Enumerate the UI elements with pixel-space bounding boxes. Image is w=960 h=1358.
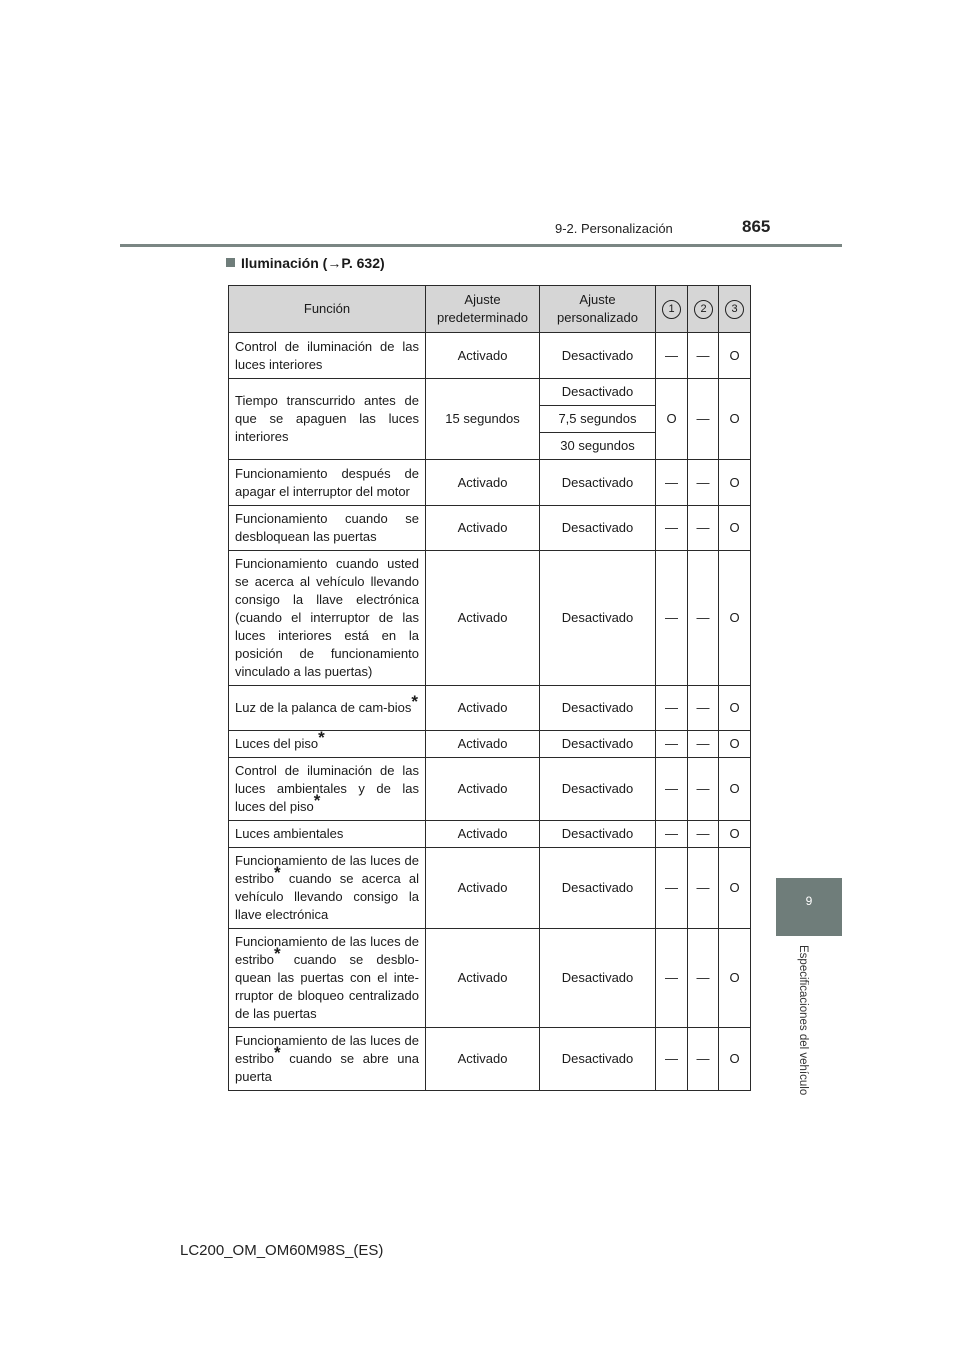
mark-cell-3: O bbox=[719, 1028, 751, 1091]
default-cell: Activado bbox=[426, 551, 540, 686]
mark-cell-2: — bbox=[688, 551, 719, 686]
default-cell: Activado bbox=[426, 506, 540, 551]
footnote-star: * bbox=[274, 944, 281, 963]
default-cell: Activado bbox=[426, 333, 540, 379]
default-cell: Activado bbox=[426, 821, 540, 848]
custom-cell: Desactivado bbox=[540, 506, 656, 551]
function-cell: Funcionamiento cuando se desbloquean las puertas bbox=[229, 506, 426, 551]
custom-cell: Desactivado bbox=[540, 460, 656, 506]
table-row bbox=[229, 731, 751, 758]
function-cell: Funcionamiento de las luces de estribo* cuando se abre una puerta bbox=[229, 1028, 426, 1091]
function-cell: Funcionamiento de las luces de estribo* cuando se desblo-quean las puertas con el inte-rruptor de bloqueo centralizado de las puertas bbox=[229, 929, 426, 1028]
footnote-star: * bbox=[318, 728, 325, 747]
custom-cell: 30 segundos bbox=[540, 433, 656, 460]
page-number: 865 bbox=[742, 217, 771, 236]
customization-table bbox=[228, 285, 751, 1091]
col-header-3 bbox=[719, 286, 751, 333]
mark-cell-3: O bbox=[719, 758, 751, 821]
custom-cell: Desactivado bbox=[540, 848, 656, 929]
custom-cell: Desactivado bbox=[540, 758, 656, 821]
function-cell: Control de iluminación de las luces ambientales y de las luces del piso* bbox=[229, 758, 426, 821]
mark-cell-2: — bbox=[688, 379, 719, 460]
table-row bbox=[229, 1028, 751, 1091]
mark-cell-1: — bbox=[656, 686, 688, 731]
footnote-star: * bbox=[411, 692, 418, 711]
mark-cell-3: O bbox=[719, 333, 751, 379]
mark-cell-3: O bbox=[719, 460, 751, 506]
mark-cell-1: — bbox=[656, 551, 688, 686]
custom-cell: Desactivado bbox=[540, 731, 656, 758]
mark-cell-1: O bbox=[656, 379, 688, 460]
mark-cell-3: O bbox=[719, 731, 751, 758]
table-row bbox=[229, 848, 751, 929]
table-row bbox=[229, 506, 751, 551]
mark-cell-3: O bbox=[719, 551, 751, 686]
mark-cell-1: — bbox=[656, 758, 688, 821]
custom-cell: Desactivado bbox=[540, 551, 656, 686]
running-header-section: 9-2. Personalización bbox=[555, 221, 673, 236]
header-divider bbox=[120, 244, 842, 247]
default-cell: Activado bbox=[426, 686, 540, 731]
col-header-custom: Ajuste personalizado bbox=[540, 286, 656, 333]
chapter-side-label: Especificaciones del vehículo bbox=[797, 945, 809, 1096]
function-cell: Funcionamiento de las luces de estribo* cuando se acerca al vehículo llevando consigo la llave electrónica bbox=[229, 848, 426, 929]
mark-cell-2: — bbox=[688, 758, 719, 821]
table-row bbox=[229, 333, 751, 379]
mark-cell-3: O bbox=[719, 929, 751, 1028]
table-row bbox=[229, 758, 751, 821]
default-cell: Activado bbox=[426, 758, 540, 821]
custom-cell: Desactivado bbox=[540, 379, 656, 406]
mark-cell-2: — bbox=[688, 821, 719, 848]
mark-cell-1: — bbox=[656, 848, 688, 929]
default-cell: 15 segundos bbox=[426, 379, 540, 460]
default-cell: Activado bbox=[426, 929, 540, 1028]
chapter-tab bbox=[776, 878, 842, 936]
mark-cell-1: — bbox=[656, 506, 688, 551]
mark-cell-2: — bbox=[688, 460, 719, 506]
table-row bbox=[229, 460, 751, 506]
function-cell: Luz de la palanca de cam-bios* bbox=[229, 686, 426, 731]
mark-cell-2: — bbox=[688, 686, 719, 731]
section-square-icon bbox=[226, 258, 235, 267]
table-header-row bbox=[229, 286, 751, 333]
circled-2-icon: 2 bbox=[694, 300, 713, 319]
mark-cell-3: O bbox=[719, 506, 751, 551]
mark-cell-2: — bbox=[688, 848, 719, 929]
function-cell: Luces ambientales bbox=[229, 821, 426, 848]
table-row bbox=[229, 929, 751, 1028]
mark-cell-1: — bbox=[656, 821, 688, 848]
circled-3-icon: 3 bbox=[725, 300, 744, 319]
function-cell: Funcionamiento después de apagar el interruptor del motor bbox=[229, 460, 426, 506]
mark-cell-3: O bbox=[719, 848, 751, 929]
table-row bbox=[229, 686, 751, 731]
function-cell: Luces del piso* bbox=[229, 731, 426, 758]
col-header-default: Ajuste predeterminado bbox=[426, 286, 540, 333]
mark-cell-3: O bbox=[719, 821, 751, 848]
custom-cell: 7,5 segundos bbox=[540, 406, 656, 433]
custom-cell: Desactivado bbox=[540, 686, 656, 731]
mark-cell-1: — bbox=[656, 929, 688, 1028]
table-row bbox=[229, 551, 751, 686]
mark-cell-3: O bbox=[719, 379, 751, 460]
default-cell: Activado bbox=[426, 848, 540, 929]
function-cell: Funcionamiento cuando usted se acerca al vehículo llevando consigo la llave electrónica (cuando el interruptor de las luces interiores está en la posición de funcionamiento vinculado a las puertas) bbox=[229, 551, 426, 686]
document-code: LC200_OM_OM60M98S_(ES) bbox=[180, 1242, 384, 1259]
section-title: Iluminación (→P. 632) bbox=[226, 255, 385, 271]
custom-cell: Desactivado bbox=[540, 333, 656, 379]
default-cell: Activado bbox=[426, 731, 540, 758]
mark-cell-2: — bbox=[688, 333, 719, 379]
function-cell: Control de iluminación de las luces interiores bbox=[229, 333, 426, 379]
chapter-number: 9 bbox=[805, 894, 813, 908]
mark-cell-2: — bbox=[688, 506, 719, 551]
custom-cell: Desactivado bbox=[540, 929, 656, 1028]
mark-cell-1: — bbox=[656, 460, 688, 506]
col-header-function: Función bbox=[229, 286, 426, 333]
footnote-star: * bbox=[274, 863, 281, 882]
default-cell: Activado bbox=[426, 460, 540, 506]
function-cell: Tiempo transcurrido antes de que se apaguen las luces interiores bbox=[229, 379, 426, 460]
table-row bbox=[229, 821, 751, 848]
col-header-2 bbox=[688, 286, 719, 333]
mark-cell-2: — bbox=[688, 929, 719, 1028]
col-header-1 bbox=[656, 286, 688, 333]
custom-cell: Desactivado bbox=[540, 821, 656, 848]
mark-cell-1: — bbox=[656, 333, 688, 379]
default-cell: Activado bbox=[426, 1028, 540, 1091]
footnote-star: * bbox=[274, 1043, 281, 1062]
footnote-star: * bbox=[313, 791, 321, 810]
mark-cell-1: — bbox=[656, 1028, 688, 1091]
table-row bbox=[229, 379, 751, 406]
mark-cell-2: — bbox=[688, 1028, 719, 1091]
mark-cell-2: — bbox=[688, 731, 719, 758]
custom-cell: Desactivado bbox=[540, 1028, 656, 1091]
circled-1-icon: 1 bbox=[662, 300, 681, 319]
mark-cell-1: — bbox=[656, 731, 688, 758]
mark-cell-3: O bbox=[719, 686, 751, 731]
